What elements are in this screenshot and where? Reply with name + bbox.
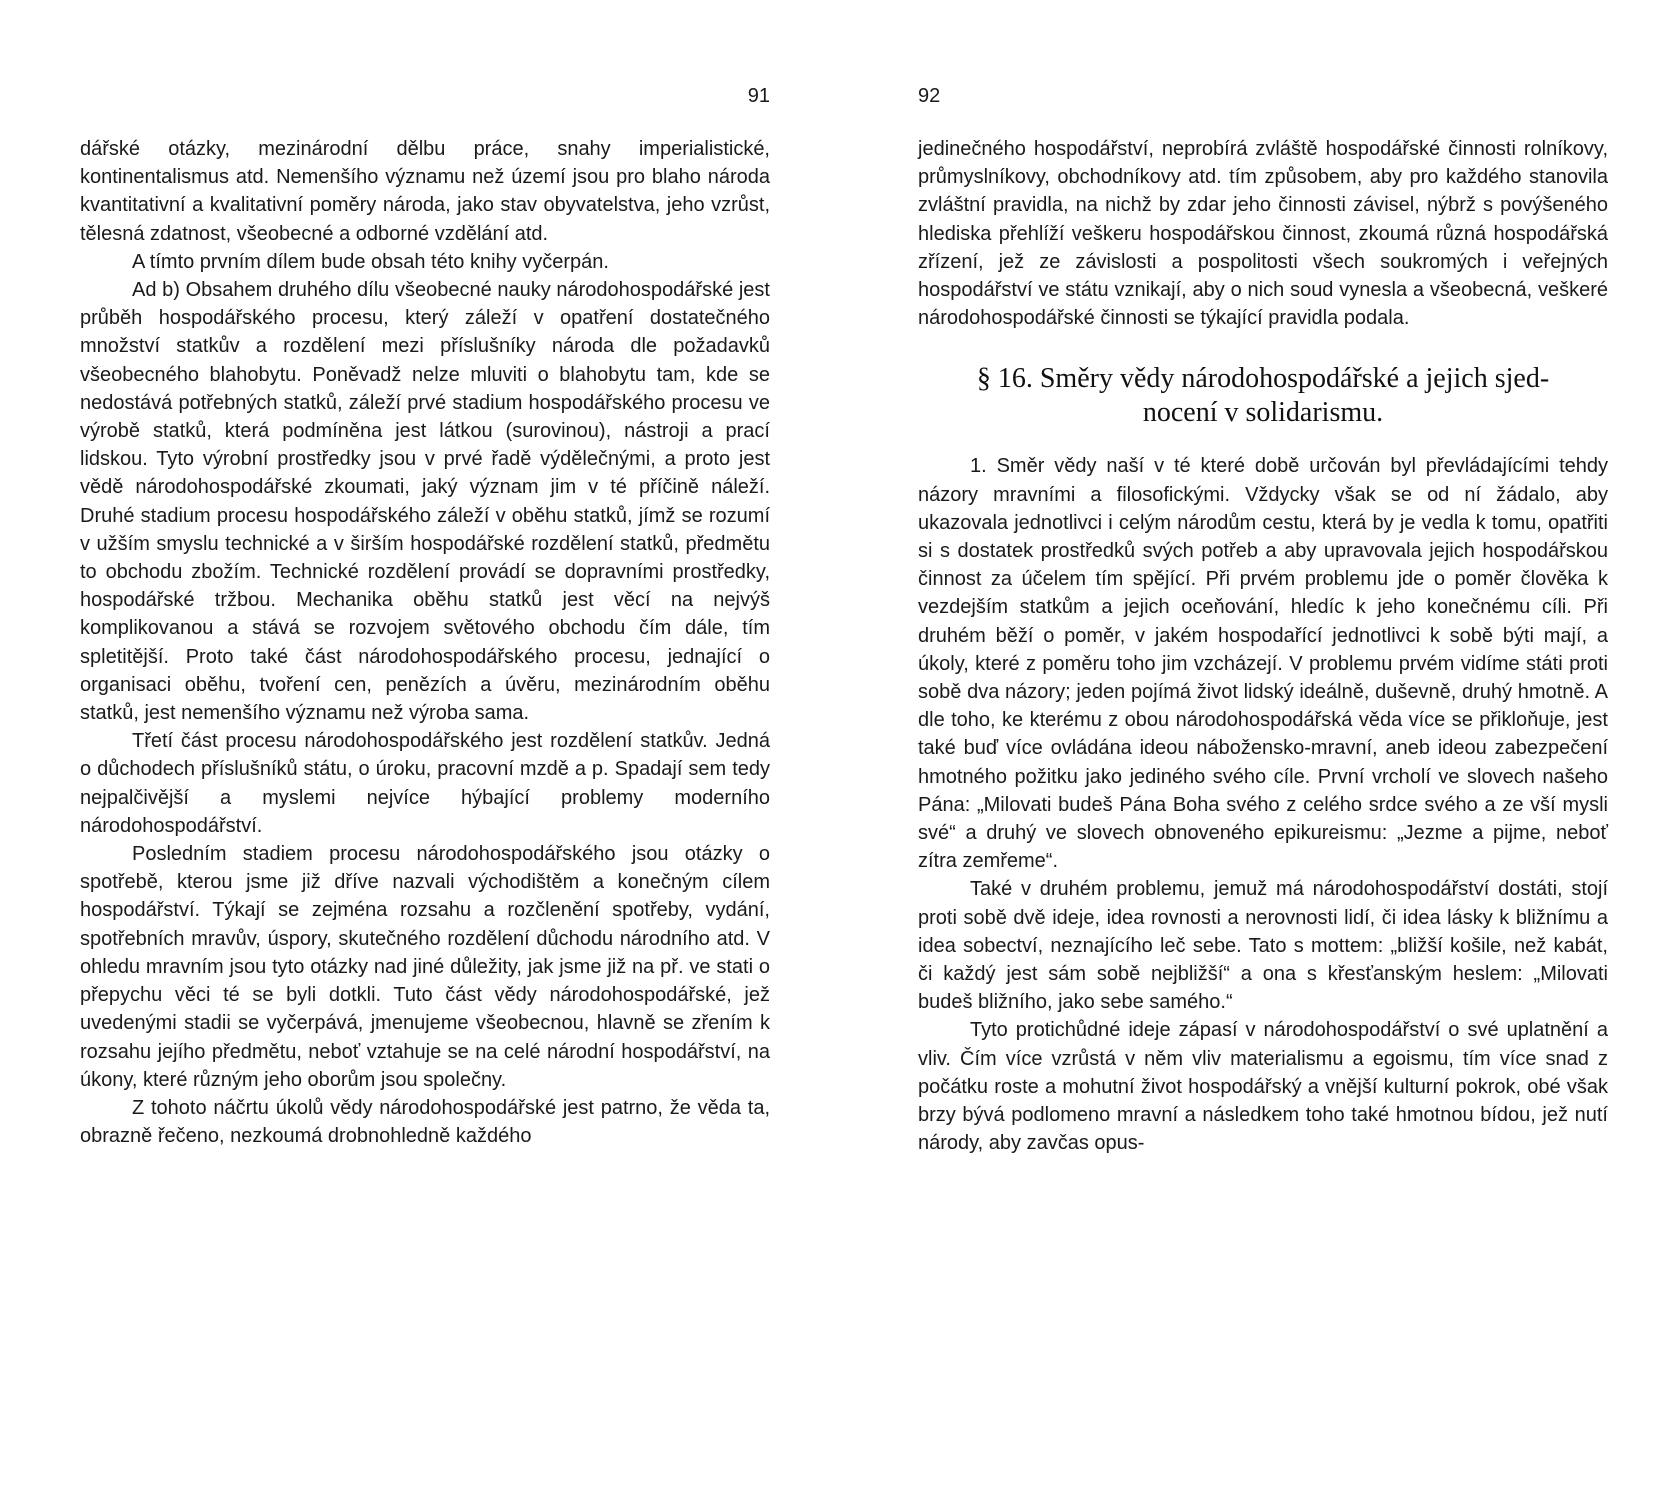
paragraph: A tímto prvním dílem bude obsah této knihy vyčerpán. [132, 250, 609, 273]
left-page [80, 0, 770, 1500]
right-page [918, 0, 1608, 1500]
section-heading [918, 362, 1608, 430]
paragraph: 1. Směr vědy naší v té které době určován byl převládajícími tehdy názory mravními a filosofickými. Vždycky však se od ní žádalo, aby ukazovala jednotlivci i celým národům cestu, která by je vedla k tomu, opatřiti si s dostatek prostředků svých potřeb a aby upravovala jejich hospodářskou činnost za účelem tím spějící. Při prvém problemu jde o poměr člověka k vezdejším statkům a jejich oceňování, hledíc k jeho konečnému cíli. Při druhém běží o poměr, v jakém hospodařící jednotlivci k sobě býti mají, a úkoly, které z poměru toho jim vzcházejí. V problemu prvém vidíme státi proti sobě dva názory; jeden pojímá život lidský ideálně, duševně, druhý hmotně. A dle toho, ke kterému z obou národohospodářská věda více se přikloňuje, jest také buď více ovládána ideou nábožensko-mravní, aneb ideou zabezpečení hmotného požitku jako jediného svého cíle. První vrcholí ve slovech našeho Pána: „Milovati budeš Pána Boha svého z celého srdce svého a ze vší mysli své“ a druhý ve slovech obnoveného epikureismu: „Jezme a pijme, neboť zítra zemřeme“. [918, 455, 1608, 873]
section-heading-line: nocení v solidarismu. [1142, 397, 1384, 429]
section-heading-line: § 16. Směry vědy národohospodářské a jejich sjed- [976, 363, 1550, 395]
paragraph: Posledním stadiem procesu národohospodářského jsou otázky o spotřebě, kterou jsme již dříve nazvali východištěm a konečným cílem hospodářství. Týkají se zejména rozsahu a rozčlenění spotřeby, vydání, spotřebních mravův, úspory, skutečného rozdělení důchodu národního atd. V ohledu mravním jsou tyto otázky nad jiné důležity, jak jsme již na př. ve stati o přepychu věci té se byli dotkli. Tuto část vědy národohospodářské, jež uvedenými stadii se vyčerpává, jmenujeme všeobecnou, hlavně se zřením k rozsahu jejího předmětu, neboť vztahuje se na celé národní hospodářství, na úkony, které různým jeho oborům jsou společny. [80, 843, 770, 1091]
page-number-left: 91 [747, 85, 770, 107]
paragraph: jedinečného hospodářství, neprobírá zvláště hospodářské činnosti rolníkovy, průmyslníkovy, obchodníkovy atd. tím způsobem, aby pro každého stanovila zvláštní pravidla, na nichž by zdar jeho činnosti závisel, nýbrž s povýšeného hlediska přehlíží veškeru hospodářskou činnost, zkoumá různá hospodářská zřízení, jež ze závislosti a pospolitosti všech soukromých i veřejných hospodářství ve státu vznikají, aby o nich soud vynesla a všeobecná, veškeré národohospodářské činnosti se týkající pravidla podala. [918, 138, 1608, 330]
paragraph: Tyto protichůdné ideje zápasí v národohospodářství o své uplatnění a vliv. Čím více vzrůstá v něm vliv materialismu a egoismu, tím více snad z počátku roste a mohutní život hospodářský a vnější kulturní pokrok, obé však brzy bývá podlomeno mravní a následkem toho také hmotnou bídou, jež nutí národy, aby zavčas opus- [918, 1019, 1608, 1155]
paragraph: Z tohoto náčrtu úkolů vědy národohospodářské jest patrno, že věda ta, obrazně řečeno, nezkoumá drobnohledně každého [80, 1096, 770, 1148]
paragraph: Třetí část procesu národohospodářského jest rozdělení statkův. Jedná o důchodech příslušníků státu, o úroku, pracovní mzdě a p. Spadají sem tedy nejpalčivější a myslemi nejvíce hýbající problemy moderního národohospodářství. [80, 730, 770, 837]
paragraph: Také v druhém problemu, jemuž má národohospodářství dostáti, stojí proti sobě dvě ideje, idea rovnosti a nerovnosti lidí, či idea lásky k bližnímu a idea sobectví, neznajícího leč sebe. Tato s mottem: „bližší košile, než kabát, či každý jest sám sobě nejbližší“ a ona s křesťanským heslem: „Milovati budeš bližního, jako sebe samého.“ [918, 878, 1608, 1014]
paragraph: dářské otázky, mezinárodní dělbu práce, snahy imperialistické, kontinentalismus atd. Nemenšího významu než území jsou pro blaho národa kvantitativní a kvalitativní poměry národa, jako stav obyvatelstva, jeho vzrůst, tělesná zdatnost, všeobecné a odborné vzdělání atd. [80, 138, 770, 245]
left-page-text [80, 135, 770, 1150]
right-page-text [918, 135, 1608, 1158]
paragraph: Ad b) Obsahem druhého dílu všeobecné nauky národohospodářské jest průběh hospodářského procesu, který záleží v opatření dostatečného množství statkův a rozdělení mezi příslušníky národa dle požadavků všeobecného blahobytu. Poněvadž nelze mluviti o blahobytu tam, kde se nedostává potřebných statků, záleží prvé stadium hospodářského procesu ve výrobě statků, která podmíněna jest látkou (surovinou), nástroji a prací lidskou. Tyto výrobní prostředky jsou v prvé řadě výdělečnými, a proto jest vědě národohospodářské zkoumati, jaký význam jim v té příčině náleží. Druhé stadium procesu hospodářského záleží v oběhu statků, jímž se rozumí v užším smyslu technické a v širším hospodářské rozdělení statků, předmětu to obchodu zbožím. Technické rozdělení provádí se dopravními prostředky, hospodářské tržbou. Mechanika oběhu statků jest věcí na nejvýš komplikovanou a stává se rozvojem světového obchodu čím dále, tím spletitější. Proto také část národohospodářského procesu, jednající o organisaci oběhu, tvoření cen, penězích a úvěru, mezinárodním oběhu statků, jest nemenšího významu než výroba sama. [80, 279, 770, 725]
page-number-right: 92 [918, 85, 941, 107]
